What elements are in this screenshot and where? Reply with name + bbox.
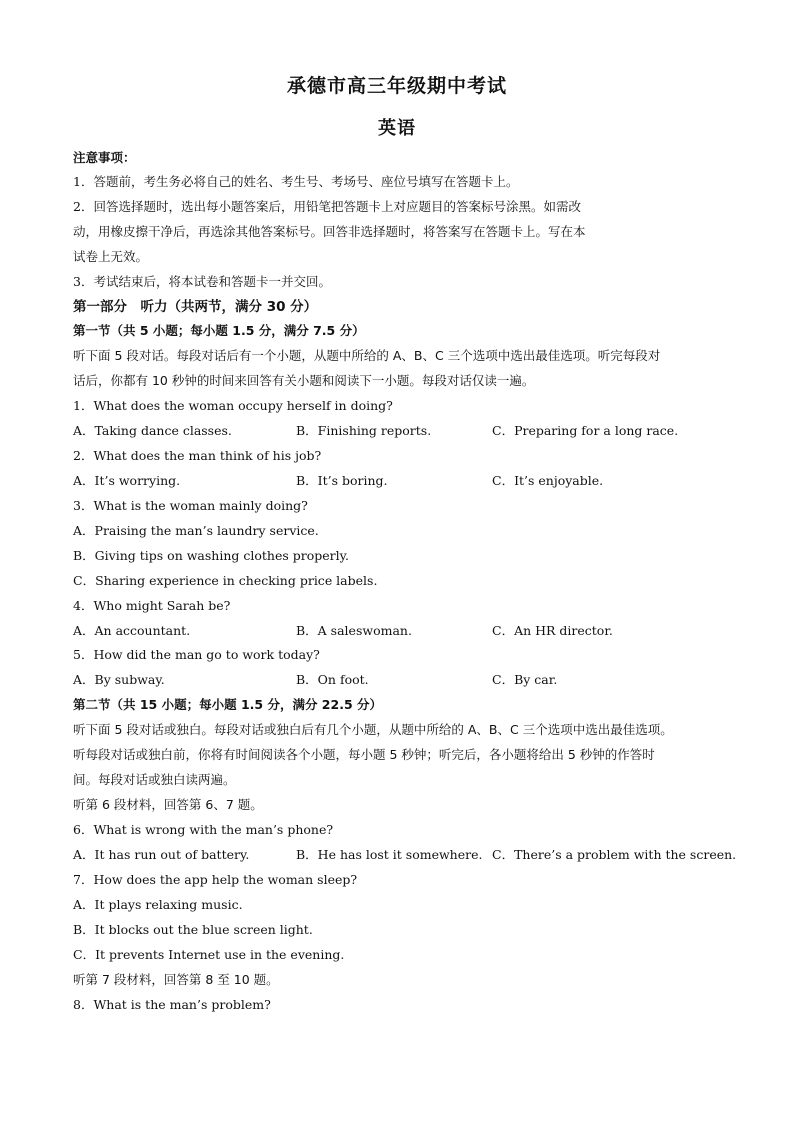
question-stem: 3．What is the woman mainly doing? (73, 498, 308, 513)
option-b: B．It blocks out the blue screen light. (73, 922, 313, 937)
notice-line: 1．答题前，考生务必将自己的姓名、考生号、考场号、座位号填写在答题卡上。 (73, 174, 519, 189)
option-c: C．There’s a problem with the screen. (492, 847, 737, 862)
notice-line: 试卷上无效。 (73, 249, 149, 264)
question-stem: 7．How does the app help the woman sleep? (73, 872, 358, 887)
option-a: A．It has run out of battery. (73, 847, 250, 862)
option-c: C．It prevents Internet use in the evening. (73, 947, 345, 962)
exam-title: 承德市高三年级期中考试 (286, 75, 507, 97)
part1-heading: 第一部分 听力（共两节，满分 30 分） (73, 299, 318, 315)
option-c: C．It’s enjoyable. (492, 473, 604, 488)
question-stem: 4．Who might Sarah be? (73, 598, 231, 613)
option-b: B．Giving tips on washing clothes properly. (73, 548, 349, 563)
question-stem: 6．What is wrong with the man’s phone? (73, 822, 334, 837)
option-c: C．An HR director. (492, 623, 613, 638)
option-b: B．It’s boring. (296, 473, 388, 488)
material-note: 听第 7 段材料，回答第 8 至 10 题。 (73, 972, 279, 987)
option-a: A．It’s worrying. (73, 473, 181, 488)
option-a: A．Taking dance classes. (73, 423, 232, 438)
option-b: B．Finishing reports. (296, 423, 432, 438)
option-a: A．By subway. (73, 672, 165, 687)
question-stem: 2．What does the man think of his job? (73, 448, 322, 463)
section1-instructions: 听下面 5 段对话。每段对话后有一个小题，从题中所给的 A、B、C 三个选项中选出最佳选项。听完每段对 (73, 348, 661, 363)
option-c: C．By car. (492, 672, 558, 687)
option-b: B．A saleswoman. (296, 623, 412, 638)
question-stem: 1．What does the woman occupy herself in doing? (73, 398, 393, 413)
section2-heading: 第二节（共 15 小题；每小题 1.5 分，满分 22.5 分） (73, 697, 382, 712)
option-a: A．It plays relaxing music. (73, 897, 243, 912)
notice-line: 动，用橡皮擦干净后，再选涂其他答案标号。回答非选择题时，将答案写在答题卡上。写在本 (73, 224, 586, 239)
section2-instructions: 间。每段对话或独白读两遍。 (73, 772, 236, 787)
exam-subject: 英语 (378, 118, 416, 139)
material-note: 听第 6 段材料，回答第 6、7 题。 (73, 797, 263, 812)
section1-heading: 第一节（共 5 小题；每小题 1.5 分，满分 7.5 分） (73, 323, 365, 338)
question-stem: 8．What is the man’s problem? (73, 997, 271, 1012)
option-b: B．He has lost it somewhere. (296, 847, 483, 862)
notice-line: 3．考试结束后，将本试卷和答题卡一并交回。 (73, 274, 331, 289)
option-a: A．An accountant. (73, 623, 191, 638)
section2-instructions: 听下面 5 段对话或独白。每段对话或独白后有几个小题，从题中所给的 A、B、C 三个选项中选出最佳选项。 (73, 722, 673, 737)
question-stem: 5．How did the man go to work today? (73, 647, 320, 662)
option-b: B．On foot. (296, 672, 369, 687)
option-c: C．Preparing for a long race. (492, 423, 679, 438)
notice-heading: 注意事项： (73, 150, 136, 165)
section1-instructions: 话后，你都有 10 秒钟的时间来回答有关小题和阅读下一小题。每段对话仅读一遍。 (73, 373, 535, 388)
option-a: A．Praising the man’s laundry service. (73, 523, 319, 538)
option-c: C．Sharing experience in checking price labels. (73, 573, 378, 588)
notice-line: 2．回答选择题时，选出每小题答案后，用铅笔把答题卡上对应题目的答案标号涂黑。如需改 (73, 199, 581, 214)
section2-instructions: 听每段对话或独白前，你将有时间阅读各个小题，每小题 5 秒钟；听完后，各小题将给出 5 秒钟的作答时 (73, 747, 655, 762)
